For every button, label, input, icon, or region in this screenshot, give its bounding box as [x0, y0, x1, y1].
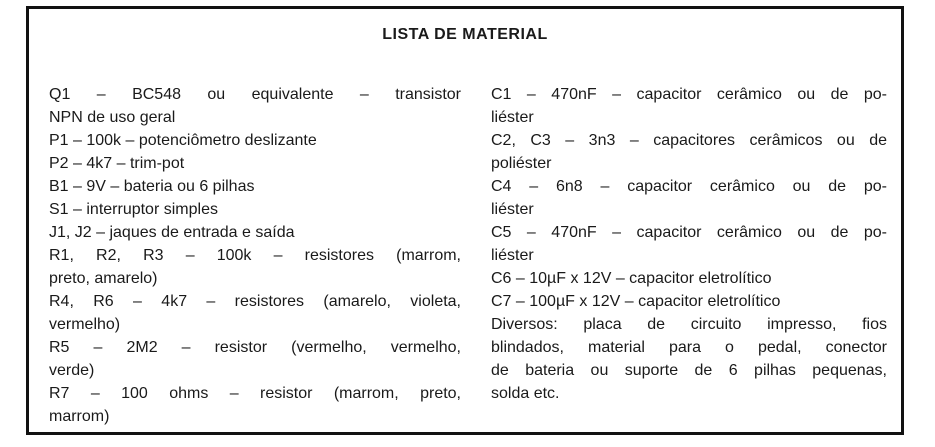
list-line: P1 – 100k – potenciômetro deslizante — [49, 132, 317, 149]
list-line: R7 – 100 ohms – resistor (marrom, preto, — [49, 385, 461, 402]
list-line: C6 – 10µF x 12V – capacitor eletrolítico — [491, 270, 772, 287]
list-title: LISTA DE MATERIAL — [382, 26, 548, 43]
list-line: P2 – 4k7 – trim-pot — [49, 155, 185, 172]
list-line: C2, C3 – 3n3 – capacitores cerâmicos ou de — [491, 132, 887, 149]
right-column — [491, 83, 887, 405]
material-list-box — [26, 6, 904, 435]
list-line: preto, amarelo) — [49, 270, 158, 287]
list-line: Diversos: placa de circuito impresso, fios — [491, 316, 887, 333]
list-line: C5 – 470nF – capacitor cerâmico ou de po- — [491, 224, 887, 241]
list-line: C7 – 100µF x 12V – capacitor eletrolítico — [491, 293, 781, 310]
list-line: poliéster — [491, 155, 552, 172]
list-line: liéster — [491, 109, 534, 126]
list-line: R4, R6 – 4k7 – resistores (amarelo, violeta, — [49, 293, 461, 310]
list-line: C4 – 6n8 – capacitor cerâmico ou de po- — [491, 178, 887, 195]
list-line: NPN de uso geral — [49, 109, 176, 126]
list-line: Q1 – BC548 ou equivalente – transistor — [49, 86, 461, 103]
list-line: liéster — [491, 247, 534, 264]
list-line: marrom) — [49, 408, 110, 425]
list-line: B1 – 9V – bateria ou 6 pilhas — [49, 178, 255, 195]
list-line: solda etc. — [491, 385, 560, 402]
list-line: S1 – interruptor simples — [49, 201, 218, 218]
list-line: J1, J2 – jaques de entrada e saída — [49, 224, 295, 241]
list-line: verde) — [49, 362, 95, 379]
list-line: C1 – 470nF – capacitor cerâmico ou de po- — [491, 86, 887, 103]
left-column — [49, 83, 461, 428]
list-line: R5 – 2M2 – resistor (vermelho, vermelho, — [49, 339, 461, 356]
list-line: liéster — [491, 201, 534, 218]
list-line: de bateria ou suporte de 6 pilhas pequenas, — [491, 362, 887, 379]
list-line: blindados, material para o pedal, conector — [491, 339, 887, 356]
list-line: R1, R2, R3 – 100k – resistores (marrom, — [49, 247, 461, 264]
list-line: vermelho) — [49, 316, 121, 333]
